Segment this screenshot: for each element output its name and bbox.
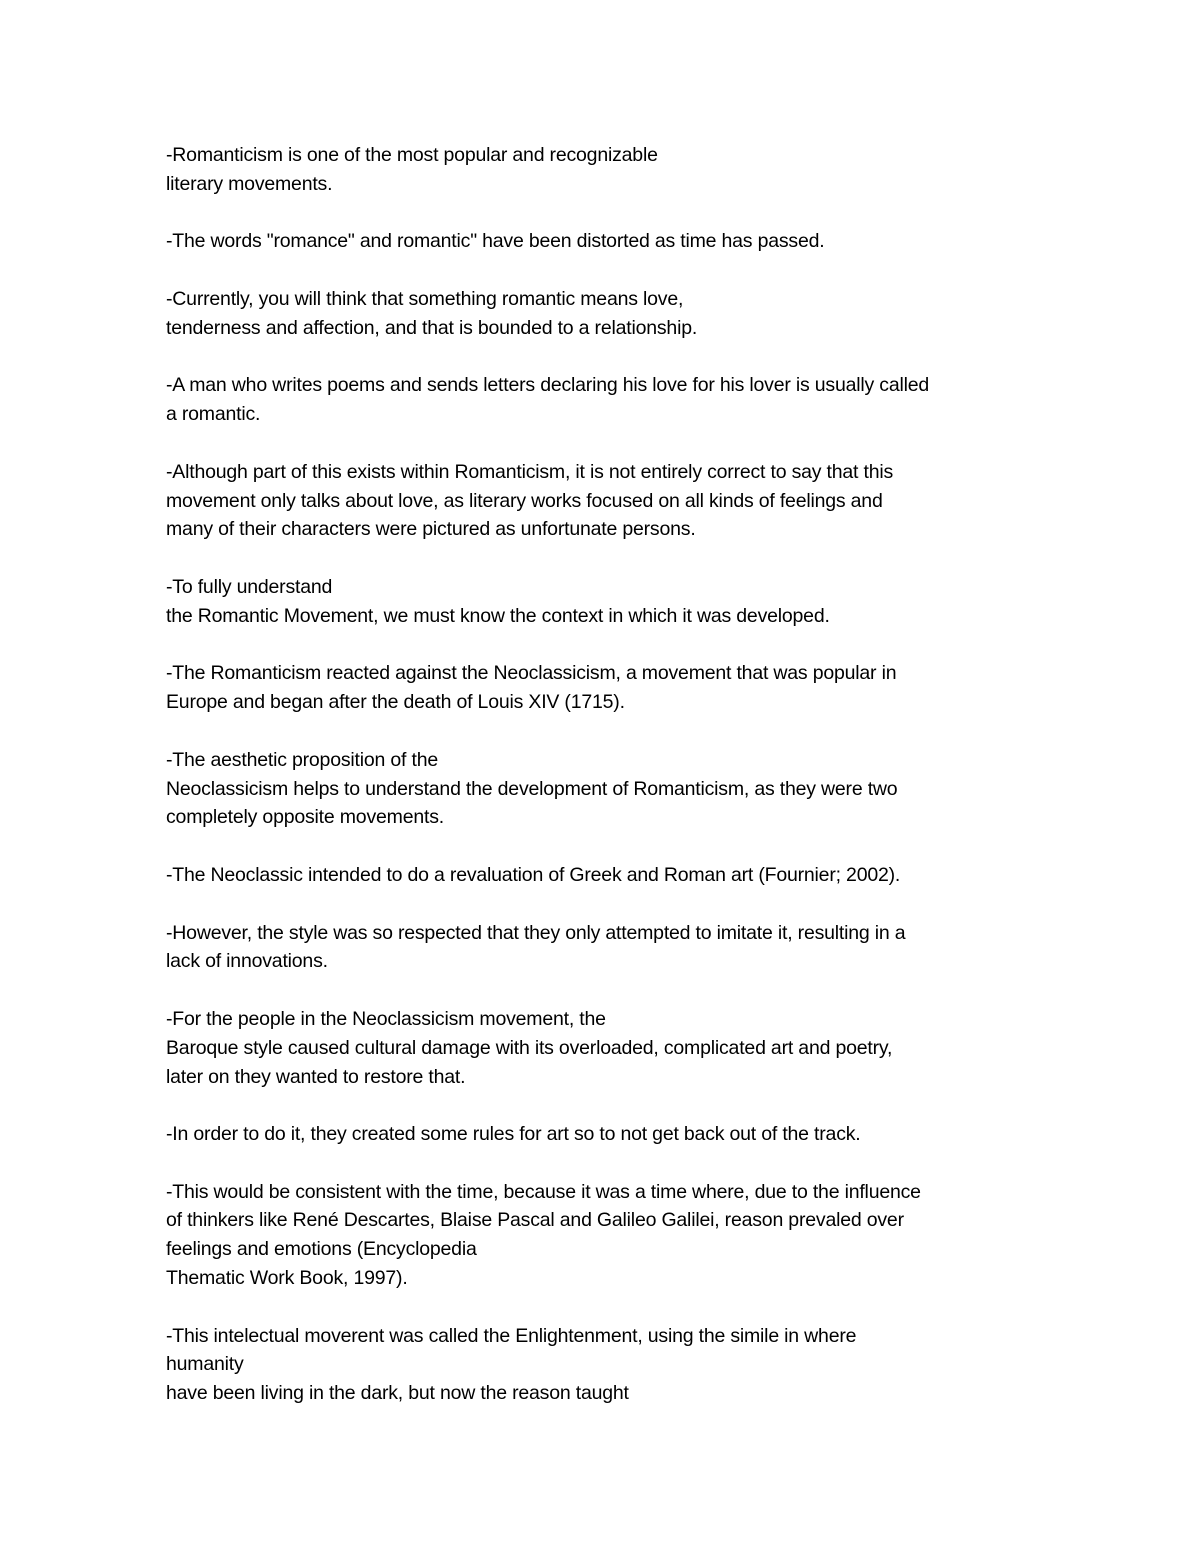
text-line: -In order to do it, they created some rules for art so to not get back out of the track. [166, 1123, 861, 1146]
document-body [166, 141, 1046, 1437]
text-line: have been living in the dark, but now the reason taught [166, 1382, 629, 1405]
text-line: -This would be consistent with the time, because it was a time where, due to the influence [166, 1180, 921, 1203]
paragraph [166, 227, 1046, 256]
text-line: humanity [166, 1353, 244, 1376]
text-line: Thematic Work Book, 1997). [166, 1267, 408, 1290]
text-line: literary movements. [166, 172, 333, 195]
text-line: -Currently, you will think that something romantic means love, [166, 287, 684, 310]
paragraph [166, 1120, 1046, 1149]
text-line: movement only talks about love, as literary works focused on all kinds of feelings and [166, 489, 883, 512]
paragraph [166, 1178, 1046, 1293]
paragraph [166, 919, 1046, 977]
paragraph [166, 861, 1046, 890]
paragraph [166, 1322, 1046, 1408]
text-line: -A man who writes poems and sends letters declaring his love for his lover is usually called [166, 374, 930, 397]
paragraph [166, 285, 1046, 343]
paragraph [166, 141, 1046, 199]
text-line: Neoclassicism helps to understand the development of Romanticism, as they were two [166, 777, 898, 800]
text-line: -However, the style was so respected that they only attempted to imitate it, resulting in a [166, 921, 906, 944]
text-line: -The Neoclassic intended to do a revaluation of Greek and Roman art (Fournier; 2002). [166, 863, 901, 886]
text-line: completely opposite movements. [166, 806, 444, 829]
paragraph [166, 659, 1046, 717]
text-line: -For the people in the Neoclassicism movement, the [166, 1007, 606, 1030]
text-line: the Romantic Movement, we must know the context in which it was developed. [166, 604, 830, 627]
text-line: tenderness and affection, and that is bounded to a relationship. [166, 316, 698, 339]
text-line: Europe and began after the death of Louis XIV (1715). [166, 691, 625, 714]
text-line: later on they wanted to restore that. [166, 1065, 466, 1088]
text-line: feelings and emotions (Encyclopedia [166, 1238, 477, 1261]
text-line: many of their characters were pictured as unfortunate persons. [166, 518, 696, 541]
text-line: of thinkers like René Descartes, Blaise Pascal and Galileo Galilei, reason prevaled over [166, 1209, 904, 1232]
text-line: -This intelectual moverent was called the Enlightenment, using the simile in where [166, 1324, 857, 1347]
text-line: -To fully understand [166, 575, 333, 598]
text-line: -The words "romance" and romantic" have been distorted as time has passed. [166, 230, 825, 253]
text-line: a romantic. [166, 403, 261, 426]
text-line: -Although part of this exists within Romanticism, it is not entirely correct to say that this [166, 460, 894, 483]
text-line: -Romanticism is one of the most popular and recognizable [166, 144, 658, 166]
paragraph [166, 1005, 1046, 1091]
paragraph [166, 371, 1046, 429]
text-line: Baroque style caused cultural damage with its overloaded, complicated art and poetry, [166, 1036, 893, 1059]
text-line: -The Romanticism reacted against the Neoclassicism, a movement that was popular in [166, 662, 897, 685]
text-line: lack of innovations. [166, 950, 328, 973]
text-line: -The aesthetic proposition of the [166, 748, 438, 771]
paragraph [166, 573, 1046, 631]
paragraph [166, 746, 1046, 832]
paragraph [166, 458, 1046, 544]
